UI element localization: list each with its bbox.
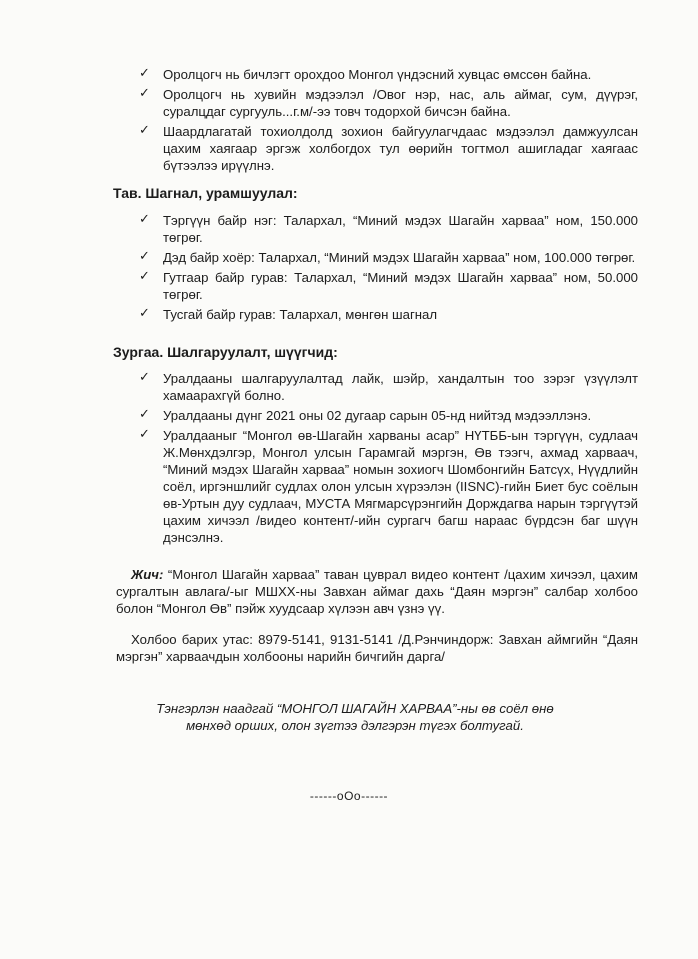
list-item: ✓ Дэд байр хоёр: Талархал, “Миний мэдэх Шагайн харваа” ном, 100.000 төгрөг.	[139, 249, 636, 265]
section-5-heading: Тав. Шагнал, урамшуулал:	[113, 185, 298, 201]
list-item: ✓ Уралдааны дүнг 2021 оны 02 дугаар сарын 05-нд нийтэд мэдээллэнэ.	[139, 407, 592, 423]
list-item: ✓ Уралдааныг “Монгол өв-Шагайн харваны асар” НҮТББ-ын тэргүүн, судлаач Ж.Мөнхдэлгэр, Монгол улсын Гарамгай мэргэн, Өв тээгч, ахмад харваач, “Миний мэдэх Шагайн харваа” номын зохиогч Шомбонгийн Батсүх, Нүүдлийн соёл, иргэншлийг судлах олон улсын хүрээлэн (IISNC)-гийн Биет бус соёлын өв-Уртын дуу судлаач, МУСТА Мягмарсүрэнгийн Дорждагва нарын тэргүүтэй цахим хичээл /видео контент/-ийн сургагч багш нараас бүрдсэн баг шүүн дэнсэлнэ.	[139, 427, 638, 545]
closing-quote: Тэнгэрлэн наадгай “МОНГОЛ ШАГАЙН ХАРВАА”-ны өв соёл өнө мөнхөд орших, олон зүгтээ дэлгэрэн түгэх болтугай.	[156, 701, 554, 733]
list-item: ✓ Шаардлагатай тохиолдолд зохион байгуулагчдаас мэдээлэл дамжуулсан цахим хаягаар эргэж холбогдох тул өөрийн тогтмол ашигладаг хаягаас бүтээлээ ирүүлнэ.	[139, 123, 638, 173]
checkmark-icon: ✓	[139, 407, 150, 422]
checkmark-icon: ✓	[139, 427, 150, 442]
checkmark-icon: ✓	[139, 370, 150, 385]
checkmark-icon: ✓	[139, 86, 150, 101]
list-item: ✓ Тэргүүн байр нэг: Талархал, “Миний мэдэх Шагайн харваа” ном, 150.000 төгрөг.	[139, 212, 638, 245]
list-item: ✓ Тусгай байр гурав: Талархал, мөнгөн шагнал	[139, 306, 438, 322]
awards-list	[0, 212, 698, 326]
separator: ------oOo------	[309, 789, 389, 803]
checkmark-icon: ✓	[139, 123, 150, 138]
list-item: ✓ Оролцогч нь бичлэгт орохдоо Монгол үндэсний хувцас өмссөн байна.	[139, 66, 592, 82]
note-text: “Монгол Шагайн харваа” таван цуврал видео контент /цахим хичээл, цахим сургалтын авлага/-ыг МШХХ-ны Завхан аймаг дахь “Даян мэргэн” салбар холбоо болон “Монгол Өв” пэйж хуудсаар хүлээн авч үзнэ үү.	[116, 567, 638, 616]
note-lead: Жич:	[131, 567, 164, 582]
list-item: ✓ Уралдааны шалгаруулалтад лайк, шэйр, хандалтын тоо зэрэг үзүүлэлт хамаарахгүй болно.	[139, 370, 638, 403]
intro-list	[0, 66, 698, 177]
checkmark-icon: ✓	[139, 212, 150, 227]
contact-paragraph: Холбоо барих утас: 8979-5141, 9131-5141 /Д.Рэнчиндорж: Завхан аймгийн “Даян мэргэн” харваачдын холбооны нарийн бичгийн дарга/	[116, 632, 638, 664]
list-item: ✓ Гутгаар байр гурав: Талархал, “Миний мэдэх Шагайн харваа” ном, 50.000 төгрөг.	[139, 269, 638, 302]
checkmark-icon: ✓	[139, 66, 150, 81]
section-6-heading: Зургаа. Шалгаруулалт, шүүгчид:	[113, 344, 338, 360]
list-item: ✓ Оролцогч нь хувийн мэдээлэл /Овог нэр, нас, аль аймаг, сум, дүүрэг, суралцдаг сургууль...г.м/-ээ товч тодорхой бичсэн байна.	[139, 86, 638, 119]
judging-list	[0, 370, 698, 549]
note-paragraph	[116, 566, 638, 617]
checkmark-icon: ✓	[139, 269, 150, 284]
checkmark-icon: ✓	[139, 249, 150, 264]
checkmark-icon: ✓	[139, 306, 150, 321]
